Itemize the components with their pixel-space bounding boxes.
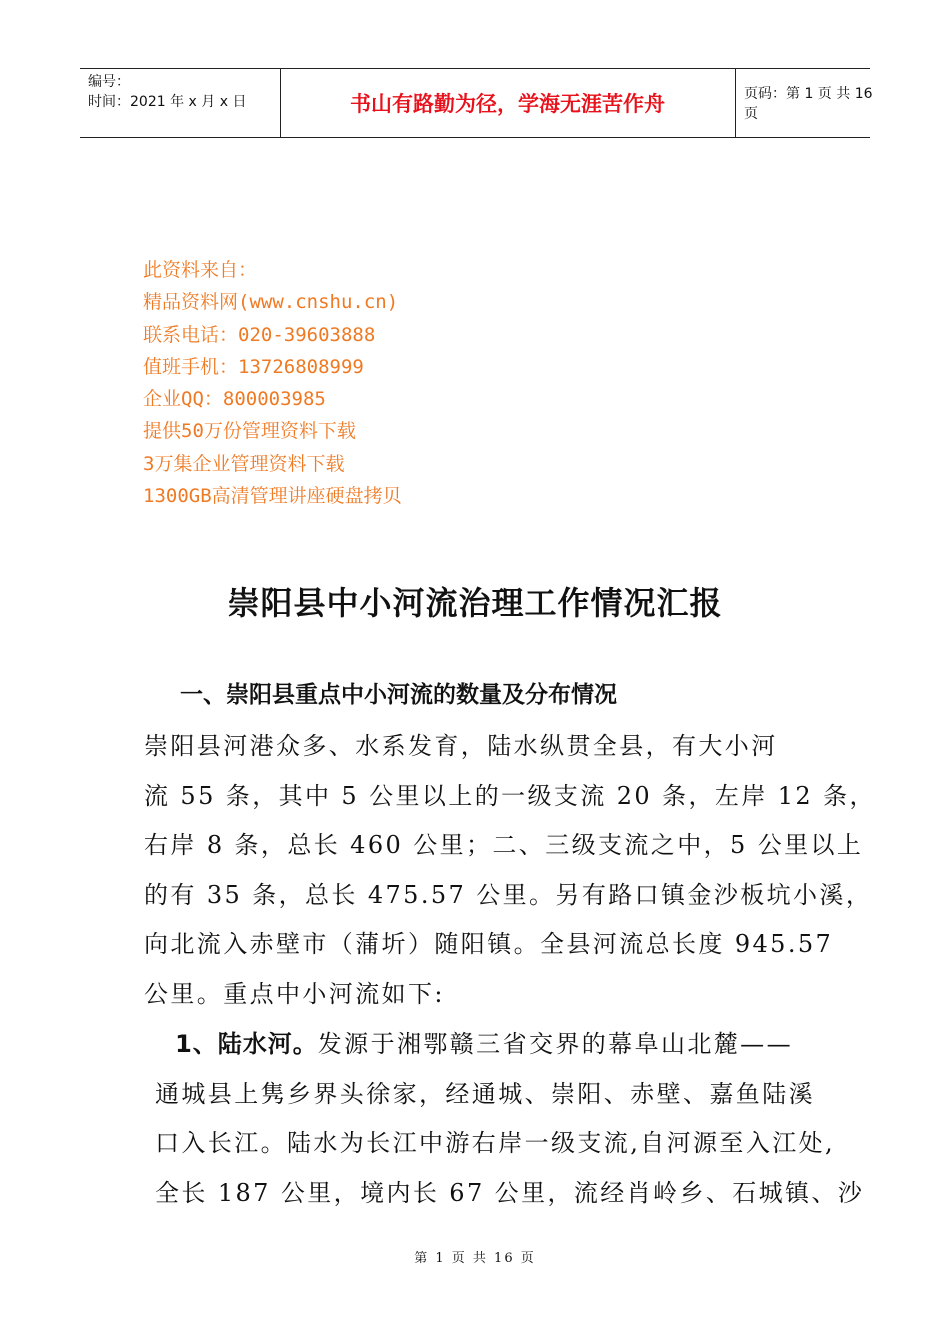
text-line: 公里。重点中小河流如下:: [144, 979, 445, 1008]
date-label: 时间：2021 年 x 月 x 日: [88, 94, 247, 110]
document-title: 崇阳县中小河流治理工作情况汇报: [227, 584, 723, 622]
text-line: 流 55 条，其中 5 公里以上的一级支流 20 条，左岸 12 条，: [144, 781, 876, 810]
page-footer: 第 1 页 共 16 页: [414, 1251, 536, 1266]
header-motto: 书山有路勤为径，学海无涯苦作舟: [280, 69, 736, 137]
text-line: 口入长江。陆水为长江中游右岸一级支流,自河源至入江处,: [155, 1129, 836, 1157]
header-meta-cell: [80, 69, 281, 137]
section-heading: 一、崇阳县重点中小河流的数量及分布情况: [180, 682, 617, 708]
text-line: [155, 1020, 815, 1070]
text-line: 右岸 8 条，总长 460 公里；二、三级支流之中，5 公里以上: [144, 831, 864, 859]
number-label: 编号：: [88, 74, 130, 90]
source-line: 1300GB高清管理讲座硬盘拷贝: [143, 485, 402, 508]
source-line: 企业QQ：800003985: [143, 388, 326, 411]
source-line: 联系电话：020-39603888: [143, 323, 376, 346]
paragraph-overview: [144, 722, 876, 1019]
text-line: 崇阳县河港众多、水系发育，陆水纵贯全县，有大小河: [144, 732, 778, 760]
text-line: 的有 35 条，总长 475.57 公里。另有路口镇金沙板坑小溪，: [144, 880, 873, 909]
text-line: 通城县上隽乡界头徐家，经通城、崇阳、赤壁、嘉鱼陆溪: [155, 1079, 815, 1108]
source-line: 精品资料网(www.cnshu.cn): [143, 291, 399, 314]
item-label: 1、陆水河。: [175, 1030, 318, 1058]
source-line: 此资料来自：: [143, 259, 258, 281]
header-page-label: 页码：第 1 页 共 16 页: [744, 86, 873, 122]
header-table: [80, 68, 873, 138]
paragraph-lushui-river: [155, 1020, 865, 1218]
item-text: 发源于湘鄂赣三省交界的幕阜山北麓——: [317, 1030, 793, 1058]
text-line: 向北流入赤壁市（蒲圻）随阳镇。全县河流总长度 945.57: [144, 930, 834, 958]
text-line: 全长 187 公里，境内长 67 公里，流经肖岭乡、石城镇、沙: [155, 1178, 865, 1207]
source-line: 提供50万份管理资料下载: [143, 420, 356, 443]
source-line: 3万集企业管理资料下载: [143, 452, 345, 475]
source-line: 值班手机：13726808999: [143, 355, 364, 378]
source-info-block: [143, 254, 402, 512]
